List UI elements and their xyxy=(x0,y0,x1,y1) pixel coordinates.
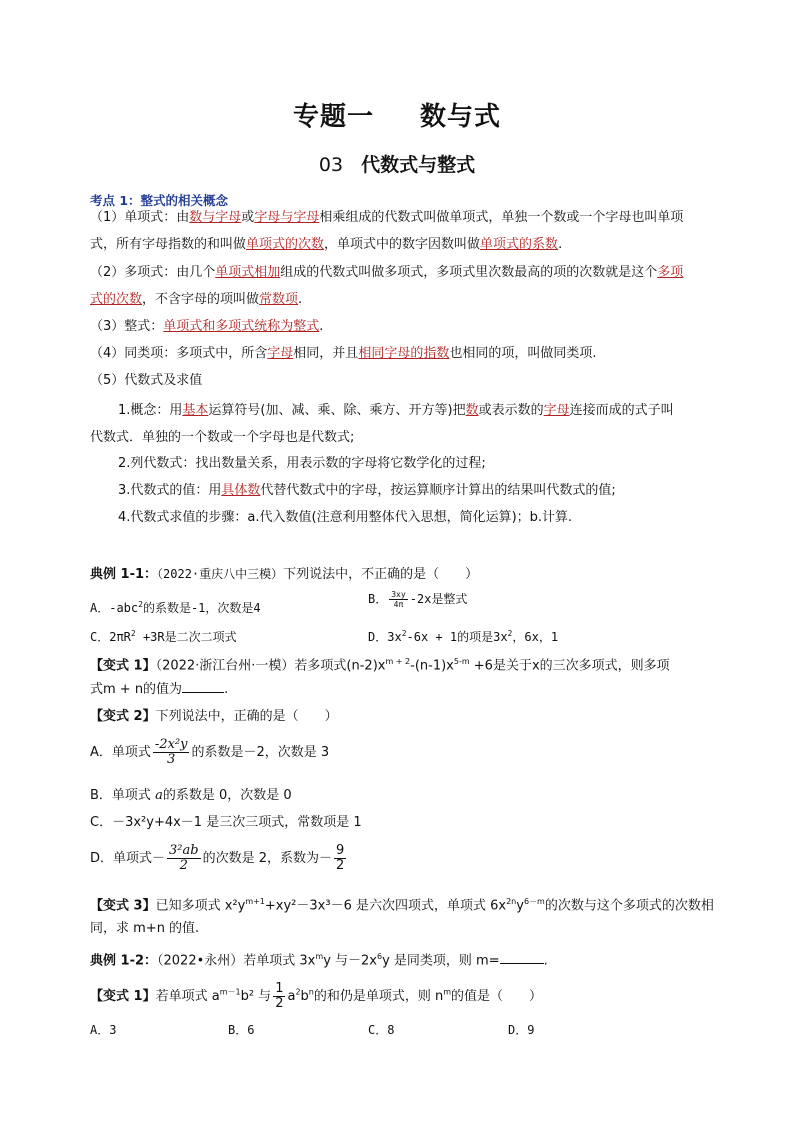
concept-integral-expression: （3）整式：单项式和多项式统称为整式. xyxy=(90,319,324,334)
variant-2-option-d: D．单项式－ $\frac{\text{3²ab}}{2}$ 的次数是 2，系数为－ $\frac{9}{2}$ xyxy=(90,843,345,873)
answer-blank[interactable] xyxy=(500,951,544,964)
variant-2-option-b: B．单项式 a的系数是 0，次数是 0 xyxy=(90,788,292,803)
example-1-2-option-b: B．6 xyxy=(228,1023,255,1037)
example-1-2-variant-1: 【变式 1】若单项式 $a^{m-1}b^2$ 与 $\frac{1}{2}$ $a^2b^n$的和仍是单项式，则 $n^m$的值是（ ） xyxy=(90,981,543,1011)
kaodian-heading: 考点 1：整式的相关概念 xyxy=(90,193,229,208)
concept-like-terms: （4）同类项：多项式中，所含字母相同，并且相同字母的指数也相同的项，叫做同类项. xyxy=(90,346,597,361)
variant-2-option-a: A．单项式 $\frac{\text{-2x²y}}{3}$ 的系数是－2，次数是 3 xyxy=(90,737,330,767)
variant-3-line1: 【变式 3】已知多项式 $x^2y^{m+1}+xy^2-3x^3-6$ 是六次四项式，单项式 $6x^{2n}y^{6-m}$的次数与这个多项式的次数相 xyxy=(90,897,714,914)
concept-5-4: 4.代数式求值的步骤：a.代入数值(注意利用整体代入思想，简化运算)；b.计算. xyxy=(118,510,573,525)
example-1-2-option-c: C．8 xyxy=(368,1023,395,1037)
concept-algebraic-expression: （5）代数式及求值 xyxy=(90,373,203,388)
example-1-1-option-a: A．-abc$^2$的系数是-1，次数是4 xyxy=(90,600,261,615)
concept-5-1-line1: 1.概念：用基本运算符号(加、减、乘、除、乘方、开方等)把数或表示数的字母连接而成的式子叫 xyxy=(118,403,674,418)
example-1-2-option-a: A．3 xyxy=(90,1023,117,1037)
concept-5-3: 3.代数式的值：用具体数代替代数式中的字母，按运算顺序计算出的结果叫代数式的值; xyxy=(118,483,616,498)
page-title: 专题一 数与式 xyxy=(292,102,502,132)
concept-polynomial-line2: 式的次数，不含字母的项叫做常数项. xyxy=(90,292,303,307)
concept-monomial-line1: （1）单项式：由数与字母或字母与字母相乘组成的代数式叫做单项式，单独一个数或一个字母也叫单项 xyxy=(90,210,684,225)
concept-5-1-line2: 代数式．单独的一个数或一个字母也是代数式; xyxy=(90,430,355,445)
concept-5-2: 2.列代数式：找出数量关系，用表示数的字母将它数学化的过程; xyxy=(118,456,486,471)
variant-1-line1: 【变式 1】（2022·浙江台州·一模）若多项式$(n-2)x^{m + 2}-(n-1)x^{5-m} +6$是关于x的三次多项式，则多项 xyxy=(90,657,670,674)
example-1-1: 典例 1-1：（2022·重庆八中三模）下列说法中，不正确的是（ ） xyxy=(90,567,479,582)
variant-1-line2: 式m + n的值为 . xyxy=(90,682,229,697)
concept-polynomial-line1: （2）多项式：由几个单项式相加组成的代数式叫做多项式，多项式里次数最高的项的次数就是这个多项 xyxy=(90,265,684,280)
example-1-2: 典例 1-2：（2022•永州）若单项式 $3x^my$ 与$-2x^6y$ 是同类项，则 m= . xyxy=(90,952,548,969)
variant-2: 【变式 2】下列说法中，正确的是（ ） xyxy=(90,709,338,724)
variant-3-line2: 同，求 m+n 的值. xyxy=(90,921,200,936)
section-title: 03 代数式与整式 xyxy=(318,154,476,176)
example-1-1-option-d: D．$3x^2-6x + 1$的项是$3x^2$，6x，1 xyxy=(368,629,559,644)
concept-monomial-line2: 式，所有字母指数的和叫做单项式的次数，单项式中的数字因数叫做单项式的系数. xyxy=(90,237,563,252)
example-1-2-option-d: D．9 xyxy=(508,1023,535,1037)
example-1-1-option-c: C．$2\pi R^2 +3R$是二次二项式 xyxy=(90,629,237,644)
variant-2-option-c: C．－3x²y+4x－1 是三次三项式，常数项是 1 xyxy=(90,815,362,830)
answer-blank[interactable] xyxy=(182,680,224,693)
example-1-1-option-b: B． $\frac{3xy}{4\pi}$ -2x是整式 xyxy=(368,590,468,609)
